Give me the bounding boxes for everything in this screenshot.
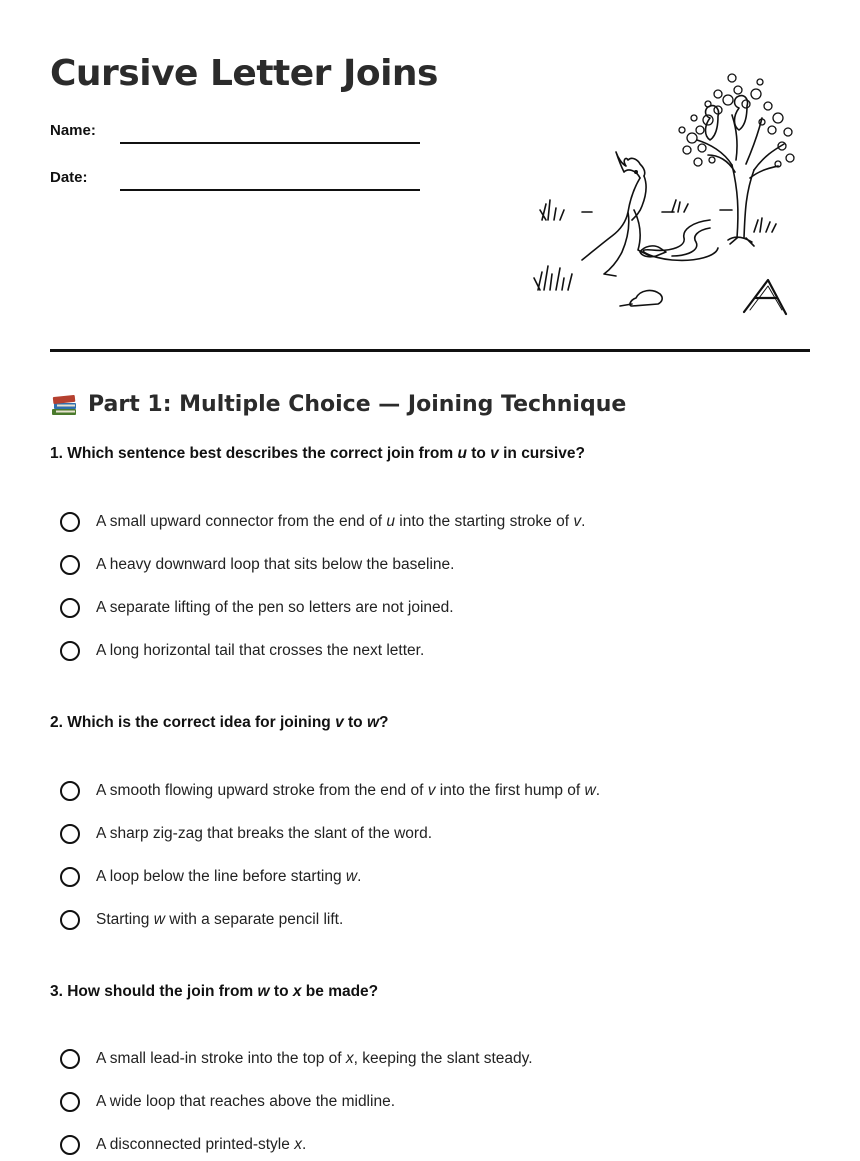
radio-button[interactable] [60,512,80,532]
option-text: A wide loop that reaches above the midline. [96,1093,395,1110]
q1-option-c[interactable] [60,595,454,621]
part1-title-text: Part 1: Multiple Choice — Joining Technique [88,391,627,417]
name-field[interactable] [50,118,430,148]
q3-option-b[interactable] [60,1089,395,1115]
q1-option-b[interactable] [60,552,454,578]
q3-option-c[interactable] [60,1132,306,1158]
q3-option-a[interactable] [60,1046,533,1072]
radio-button[interactable] [60,1092,80,1112]
radio-button[interactable] [60,598,80,618]
option-text: A sharp zig-zag that breaks the slant of the word. [96,825,433,842]
question-3: 3. How should the join from w to x be made? [50,983,379,1000]
name-label: Name: [50,122,96,139]
question-1: 1. Which sentence best describes the correct join from u to v in cursive? [50,445,585,462]
question-2: 2. Which is the correct idea for joining v to w? [50,714,389,731]
radio-button[interactable] [60,824,80,844]
q2-option-c[interactable] [60,864,361,890]
outback-illustration [532,60,802,325]
option-text: A small lead-in stroke into the top of x, keeping the slant steady. [96,1050,533,1067]
header-divider [50,349,810,352]
date-label: Date: [50,169,88,186]
radio-button[interactable] [60,1049,80,1069]
books-icon [50,390,78,418]
option-text: A separate lifting of the pen so letters are not joined. [96,599,454,616]
name-line[interactable] [120,142,420,144]
radio-button[interactable] [60,641,80,661]
part1-title [50,386,626,422]
radio-button[interactable] [60,867,80,887]
date-field[interactable] [50,165,430,195]
option-text: A smooth flowing upward stroke from the end of v into the first hump of w. [96,782,601,799]
q2-option-b[interactable] [60,821,432,847]
date-line[interactable] [120,189,420,191]
option-text: A loop below the line before starting w. [96,868,362,885]
option-text: A heavy downward loop that sits below the baseline. [96,556,455,573]
option-text: A long horizontal tail that crosses the next letter. [96,642,425,659]
q1-option-a[interactable] [60,509,585,535]
radio-button[interactable] [60,910,80,930]
option-text: Starting w with a separate pencil lift. [96,911,344,928]
q2-option-d[interactable] [60,907,343,933]
radio-button[interactable] [60,781,80,801]
q2-option-a[interactable] [60,778,600,804]
option-text: A disconnected printed-style x. [96,1136,307,1153]
page-title: Cursive Letter Joins [50,53,438,94]
radio-button[interactable] [60,555,80,575]
q1-option-d[interactable] [60,638,424,664]
option-text: A small upward connector from the end of u into the starting stroke of v. [96,513,586,530]
radio-button[interactable] [60,1135,80,1155]
